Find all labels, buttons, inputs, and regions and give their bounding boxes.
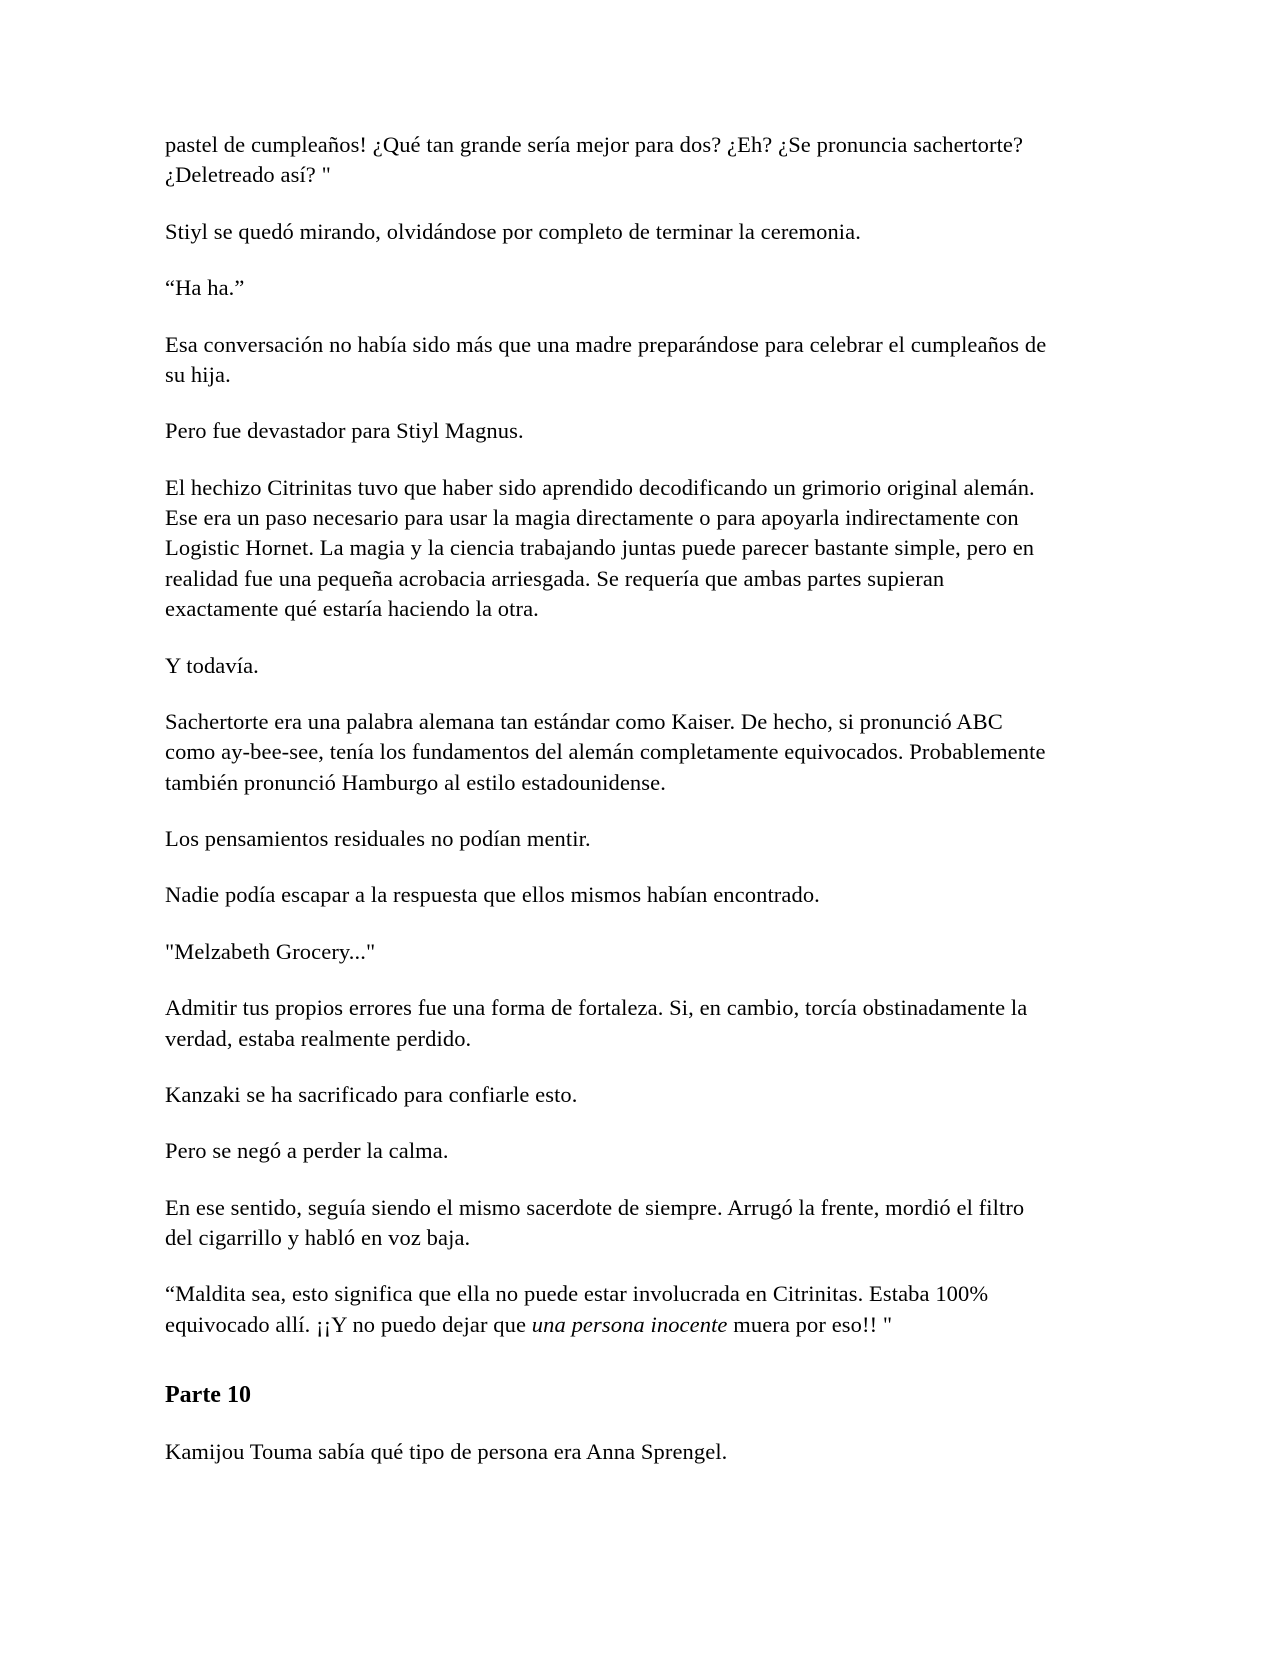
paragraph-y-todavia: Y todavía. xyxy=(165,652,259,678)
paragraph-kamijou-touma: Kamijou Touma sabía qué tipo de persona era Anna Sprengel. xyxy=(165,1439,728,1465)
paragraph-admitir-errores: Admitir tus propios errores fue una forma de fortaleza. Si, en cambio, torcía obstinadamente la verdad, estaba realmente perdido. xyxy=(165,995,1028,1051)
document-body xyxy=(165,130,1055,1468)
paragraph-pensamientos-residuales: Los pensamientos residuales no podían mentir. xyxy=(165,826,591,851)
paragraph-nadie-podia-escapar: Nadie podía escapar a la respuesta que ellos mismos habían encontrado. xyxy=(165,882,820,908)
quote-text-before-italic: “Maldita sea, esto significa que ella no puede estar involucrada en Citrinitas. Estaba 100% equivocado allí. ¡¡Y no puedo dejar que xyxy=(165,1281,989,1337)
paragraph-pastel: pastel de cumpleaños! ¿Qué tan grande sería mejor para dos? ¿Eh? ¿Se pronuncia sachertorte? ¿Deletreado así? " xyxy=(165,132,1024,188)
paragraph-kanzaki: Kanzaki se ha sacrificado para confiarle esto. xyxy=(165,1081,578,1107)
paragraph-devastador: Pero fue devastador para Stiyl Magnus. xyxy=(165,418,524,444)
section-heading-parte-10: Parte 10 xyxy=(165,1382,251,1409)
paragraph-esa-conversacion: Esa conversación no había sido más que una madre preparándose para celebrar el cumpleaños de su hija. xyxy=(165,331,1047,387)
paragraph-maldita-sea xyxy=(165,1279,1055,1340)
paragraph-stiyl-mirando: Stiyl se quedó mirando, olvidándose por completo de terminar la ceremonia. xyxy=(165,218,861,244)
paragraph-ha-ha: “Ha ha.” xyxy=(165,275,245,301)
paragraph-melzabeth-grocery: "Melzabeth Grocery..." xyxy=(165,938,376,964)
quote-emphasis-inocente: una persona inocente xyxy=(531,1311,728,1337)
paragraph-hechizo-citrinitas: El hechizo Citrinitas tuvo que haber sido aprendido decodificando un grimorio original alemán. Ese era un paso necesario para usar la magia directamente o para apoyarla indirectamente con Logistic Hornet. La magia y la ciencia trabajando juntas puede parecer bastante simple, pero en realidad fue una pequeña acrobacia arriesgada. Se requería que ambas partes supieran exactamente qué estaría haciendo la otra. xyxy=(165,474,1035,622)
paragraph-sachertorte: Sachertorte era una palabra alemana tan estándar como Kaiser. De hecho, si pronunció ABC como ay-bee-see, tenía los fundamentos del alemán completamente equivocados. Probablemente también pronunció Hamburgo al estilo estadounidense. xyxy=(165,708,1046,795)
paragraph-ese-sentido: En ese sentido, seguía siendo el mismo sacerdote de siempre. Arrugó la frente, mordió el filtro del cigarrillo y habló en voz baja. xyxy=(165,1194,1025,1250)
paragraph-perder-calma: Pero se negó a perder la calma. xyxy=(165,1138,449,1164)
quote-text-after-italic: muera por eso!! " xyxy=(727,1311,893,1337)
